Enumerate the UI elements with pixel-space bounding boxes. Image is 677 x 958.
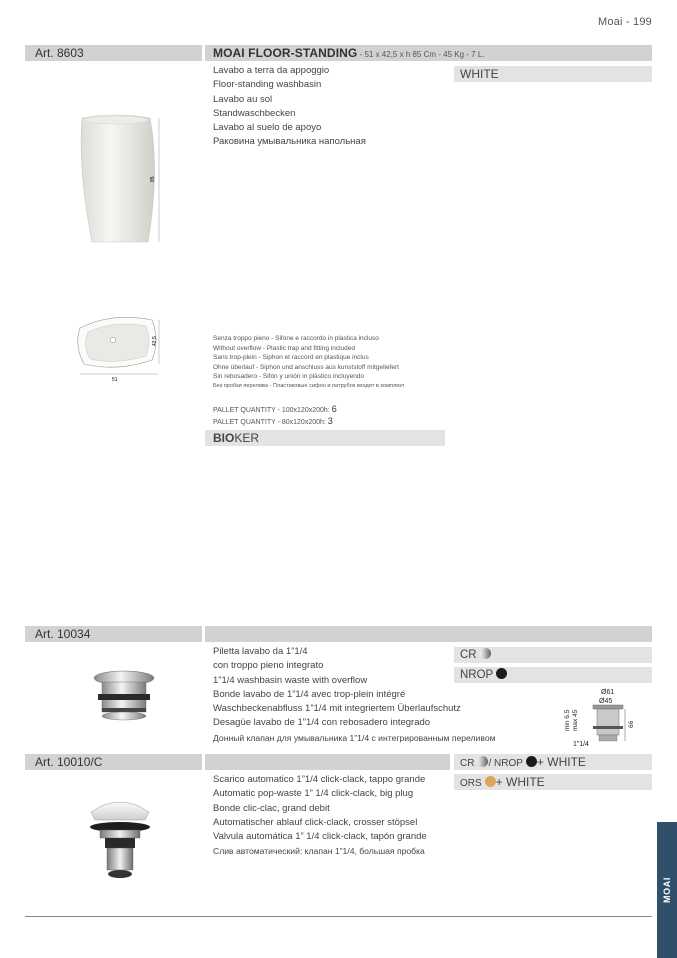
finish-label: CR: [460, 758, 475, 769]
description-line: Floor-standing washbasin: [213, 79, 322, 91]
article-number: Art. 8603: [35, 46, 84, 60]
pallet-line-2: [213, 416, 453, 428]
finish-label: CR: [460, 649, 477, 661]
note-line: Without overflow - Plastic trap and fitting included: [213, 344, 355, 352]
washbasin-top-drawing: [72, 310, 167, 385]
finish-label: ORS: [460, 778, 482, 789]
page-number: Moai - 199: [598, 16, 652, 28]
description-line: Раковина умывальника напольная: [213, 136, 366, 148]
article-bar-8603: [25, 45, 202, 61]
waste-product-photo: [88, 668, 160, 726]
finish-tag-cr-nrop-white: [454, 754, 652, 770]
article-bar-10034: [25, 626, 202, 642]
material-rest: KER: [234, 431, 260, 445]
finish-label: NROP: [460, 669, 494, 681]
side-tab-label: MOAI: [662, 877, 672, 903]
article-number: Art. 10034: [35, 627, 91, 641]
pallet-info: [213, 404, 453, 428]
popwaste-description-list: [213, 773, 453, 859]
product-dimensions: - 51 x 42,5 x h 85 Cm - 45 Kg - 7 L.: [357, 50, 485, 59]
diameter-61-label: Ø61: [601, 689, 615, 696]
finish-tag-ors-white: [454, 774, 652, 790]
description-line: Standwaschbecken: [213, 107, 296, 119]
finish-tag-cr: [454, 647, 652, 663]
product-title-bar: [205, 45, 652, 61]
popwaste-product-photo: [85, 794, 155, 884]
description-line: con troppo pieno integrato: [213, 660, 324, 672]
note-line: Ohne überlauf - Siphon und anschluss aus kunststoff mitgeliefert: [213, 363, 399, 371]
pallet-line-1: [213, 404, 453, 416]
color-label: WHITE: [460, 67, 499, 81]
notes-list: [213, 334, 473, 391]
chrome-swatch-icon: [477, 756, 488, 767]
description-line: Lavabo a terra da appoggio: [213, 65, 330, 76]
gold-swatch-icon: [485, 776, 496, 787]
max-depth-label: max 45: [572, 709, 579, 731]
description-line: Bonde lavabo de 1”1/4 avec trop-plein intégré: [213, 688, 406, 700]
height-66-label: 66: [628, 720, 635, 728]
material-tag: [205, 430, 445, 446]
finish-label: / NROP: [488, 758, 523, 769]
description-line: Bonde clic-clac, grand debit: [213, 802, 330, 814]
note-line: Senza troppo pieno - Sifone e raccordo in plastica incluso: [213, 335, 379, 342]
chrome-swatch-icon: [480, 648, 491, 659]
description-line: 1”1/4 washbasin waste with overflow: [213, 674, 368, 686]
article-number: Art. 10010/C: [35, 755, 103, 769]
pallet-2-value: 3: [327, 416, 333, 426]
pallet-1-label: PALLET QUANTITY - 100x120x200h:: [213, 407, 330, 414]
pallet-2-label: PALLET QUANTITY - 80x120x200h:: [213, 419, 326, 426]
note-line: Sin rebosadero - Sifón y unión in plástico incluyendo: [213, 373, 365, 380]
description-line: Automatic pop-waste 1” 1/4 click-clack, big plug: [213, 788, 414, 800]
finish-tag-nrop: [454, 667, 652, 683]
footer-divider: [25, 916, 652, 917]
thread-label: 1”1/4: [573, 741, 589, 748]
article-bar-10010c: [25, 754, 202, 770]
finish-label: + WHITE: [536, 755, 586, 769]
description-line: Lavabo al suelo de apoyo: [213, 122, 322, 134]
material-bold: BIO: [213, 431, 235, 445]
note-line: Без пробки перелива - Пластиковые сифон и патрубок входят в комплект: [213, 382, 405, 389]
pallet-1-value: 6: [331, 404, 337, 414]
description-line: Desagüe lavabo de 1”1/4 con rebosadero integrado: [213, 717, 431, 729]
depth-dimension-label: 42,5: [152, 336, 158, 346]
product-title: MOAI FLOOR-STANDING: [213, 46, 358, 60]
description-line: Lavabo au sol: [213, 93, 273, 105]
description-line: Waschbeckenabfluss 1”1/4 mit integriertem Überlaufschutz: [213, 703, 461, 715]
description-line: Донный клапан для умывальника 1”1/4 с интегрированным переливом: [213, 732, 496, 743]
section-side-tab: [657, 822, 677, 958]
description-line: Scarico automatico 1”1/4 click-clack, tappo grande: [213, 774, 426, 785]
width-dimension-label: 51: [112, 377, 118, 383]
washbasin-front-drawing: [70, 110, 170, 250]
diameter-45-label: Ø45: [599, 698, 613, 705]
waste-technical-drawing: [563, 686, 638, 750]
black-swatch-icon: [526, 756, 537, 767]
min-depth-label: min 6.5: [564, 709, 571, 731]
description-line: Valvula automática 1” 1/4 click-clack, tapón grande: [213, 831, 427, 843]
description-line: Automatischer ablauf click-clack, crosser stöpsel: [213, 816, 418, 828]
height-dimension-label: 85: [150, 176, 156, 182]
description-line: Слив автоматический: клапан 1”1/4, большая пробка: [213, 846, 425, 857]
empty-title-bar-2: [205, 754, 450, 770]
description-line: Piletta lavabo da 1”1/4: [213, 646, 308, 657]
black-swatch-icon: [496, 668, 507, 679]
description-list: [213, 64, 453, 150]
empty-title-bar: [205, 626, 652, 642]
finish-label: + WHITE: [495, 775, 545, 789]
note-line: Sans trop-plein - Siphon et raccord en plastique inclus: [213, 354, 369, 361]
color-tag-white: [454, 66, 652, 82]
